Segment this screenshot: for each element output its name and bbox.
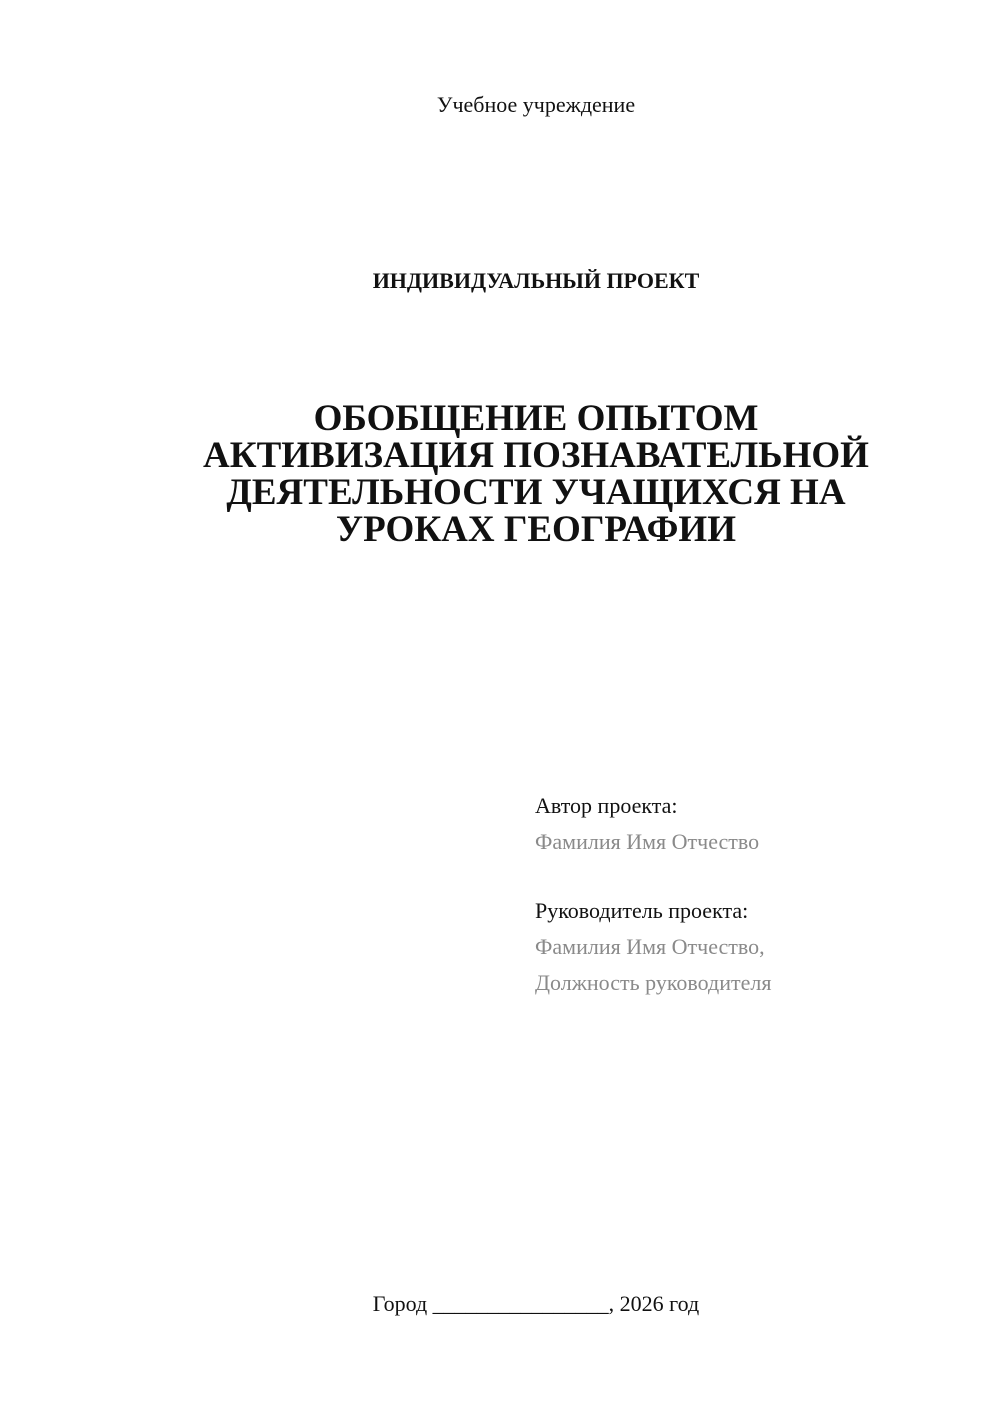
project-title-line: ОБОБЩЕНИЕ ОПЫТОМ [313, 398, 759, 439]
supervisor-name-placeholder: Фамилия Имя Отчество, [535, 934, 765, 959]
project-title [150, 400, 922, 548]
institution-name: Учебное учреждение [436, 92, 636, 117]
project-title-line: ДЕЯТЕЛЬНОСТИ УЧАЩИХСЯ НА [226, 472, 846, 513]
author-name-placeholder: Фамилия Имя Отчество [535, 829, 760, 854]
supervisor-label: Руководитель проекта: [535, 898, 749, 923]
project-title-line: АКТИВИЗАЦИЯ ПОЗНАВАТЕЛЬНОЙ [203, 435, 869, 476]
project-type-heading: ИНДИВИДУАЛЬНЫЙ ПРОЕКТ [372, 268, 700, 293]
project-title-line: УРОКАХ ГЕОГРАФИИ [336, 509, 736, 550]
city-year-footer: Город ________________, 2026 год [372, 1291, 700, 1316]
author-label: Автор проекта: [535, 793, 678, 818]
author-block [535, 788, 975, 860]
supervisor-block [535, 893, 975, 1001]
supervisor-position-placeholder: Должность руководителя [535, 970, 772, 995]
